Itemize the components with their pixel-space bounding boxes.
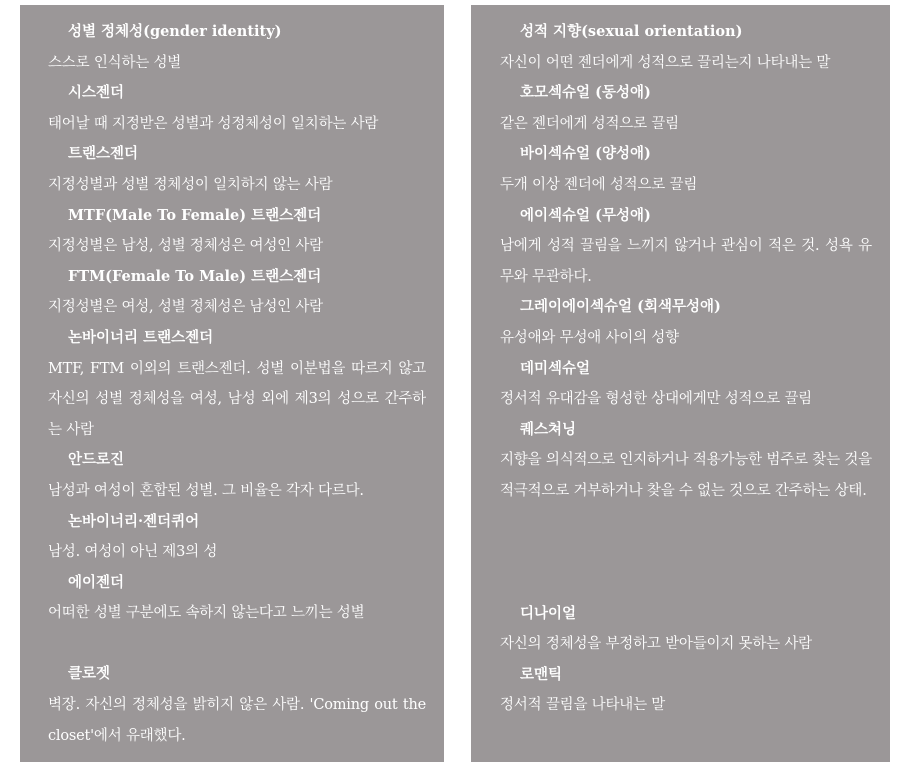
glossary-term: 성적 지향(sexual orientation) xyxy=(520,23,743,40)
glossary-entry xyxy=(500,415,872,507)
glossary-entry xyxy=(48,139,426,200)
glossary-entry xyxy=(48,445,426,506)
glossary-entry xyxy=(500,660,872,721)
right-glossary-panel xyxy=(471,5,890,762)
glossary-term: 데미섹슈얼 xyxy=(520,359,591,377)
glossary-definition: 지향을 의식적으로 인지하거나 적용가능한 범주로 찾는 것을 적극적으로 거부하거나 찾을 수 없는 것으로 간주하는 상태. xyxy=(500,452,872,499)
glossary-definition: 정서적 끌림을 나타내는 말 xyxy=(500,697,666,714)
spacer xyxy=(48,629,426,660)
glossary-definition: 남성과 여성이 혼합된 성별. 그 비율은 각자 다르다. xyxy=(48,482,364,499)
glossary-term: 호모섹슈얼 (동성애) xyxy=(520,84,651,102)
glossary-definition: 남성. 여성이 아닌 제3의 성 xyxy=(48,544,218,561)
glossary-entry xyxy=(48,78,426,139)
spacer xyxy=(500,507,872,599)
glossary-term: 시스젠더 xyxy=(68,84,125,102)
glossary-term: FTM(Female To Male) 트랜스젠더 xyxy=(68,267,322,285)
glossary-definition: 자신이 어떤 젠더에게 성적으로 끌리는지 나타내는 말 xyxy=(500,54,831,71)
glossary-definition: 태어날 때 지정받은 성별과 성정체성이 일치하는 사람 xyxy=(48,115,379,132)
glossary-term: 안드로진 xyxy=(68,451,125,469)
glossary-entry xyxy=(48,659,426,751)
glossary-term: MTF(Male To Female) 트랜스젠더 xyxy=(68,206,322,224)
left-glossary-panel xyxy=(20,5,444,762)
glossary-entry xyxy=(500,78,872,139)
glossary-definition: 유성애와 무성애 사이의 성향 xyxy=(500,329,679,346)
glossary-term: 성별 정체성(gender identity) xyxy=(68,23,282,40)
glossary-term: 바이섹슈얼 (양성애) xyxy=(520,145,651,163)
glossary-term: 그레이에이섹슈얼 (회색무성애) xyxy=(520,298,721,316)
glossary-definition: 벽장. 자신의 정체성을 밝히지 않은 사람. 'Coming out the closet'에서 유래했다. xyxy=(48,697,426,744)
glossary-term: 트랜스젠더 xyxy=(68,145,139,163)
glossary-term: 클로젯 xyxy=(68,665,111,683)
glossary-entry xyxy=(500,599,872,660)
glossary-entry xyxy=(48,201,426,262)
glossary-definition: 지정성별은 여성, 성별 정체성은 남성인 사람 xyxy=(48,299,323,316)
glossary-entry xyxy=(500,292,872,353)
glossary-definition: 어떠한 성별 구분에도 속하지 않는다고 느끼는 성별 xyxy=(48,605,365,622)
glossary-definition: MTF, FTM 이외의 트랜스젠더. 성별 이분법을 따르지 않고 자신의 성별 정체성을 여성, 남성 외에 제3의 성으로 간주하는 사람 xyxy=(48,360,426,438)
glossary-definition: 두개 이상 젠더에 성적으로 끌림 xyxy=(500,176,698,193)
glossary-definition: 남에게 성적 끌림을 느끼지 않거나 관심이 적은 것. 성욕 유무와 무관하다. xyxy=(500,238,872,285)
glossary-definition: 정서적 유대감을 형성한 상대에게만 성적으로 끌림 xyxy=(500,391,812,408)
glossary-term: 에이섹슈얼 (무성애) xyxy=(520,206,651,224)
glossary-term: 퀘스쳐닝 xyxy=(520,420,577,438)
glossary-entry xyxy=(48,507,426,568)
glossary-definition: 스스로 인식하는 성별 xyxy=(48,54,182,71)
glossary-definition: 같은 젠더에게 성적으로 끌림 xyxy=(500,115,679,132)
glossary-definition: 지정성별은 남성, 성별 정체성은 여성인 사람 xyxy=(48,238,323,255)
glossary-definition: 자신의 정체성을 부정하고 받아들이지 못하는 사람 xyxy=(500,636,812,653)
glossary-term: 디나이얼 xyxy=(520,604,577,622)
glossary-entry xyxy=(48,323,426,445)
glossary-entry xyxy=(500,354,872,415)
glossary-term: 로맨틱 xyxy=(520,665,563,683)
glossary-term: 에이젠더 xyxy=(68,573,125,591)
glossary-entry xyxy=(500,139,872,200)
glossary-term: 논바이너리 트랜스젠더 xyxy=(68,328,214,346)
glossary-definition: 지정성별과 성별 정체성이 일치하지 않는 사람 xyxy=(48,176,333,193)
glossary-entry xyxy=(500,201,872,293)
glossary-entry xyxy=(48,17,426,78)
glossary-entry xyxy=(48,262,426,323)
glossary-term: 논바이너리·젠더퀴어 xyxy=(68,512,200,530)
glossary-entry xyxy=(500,17,872,78)
glossary-entry xyxy=(48,568,426,629)
